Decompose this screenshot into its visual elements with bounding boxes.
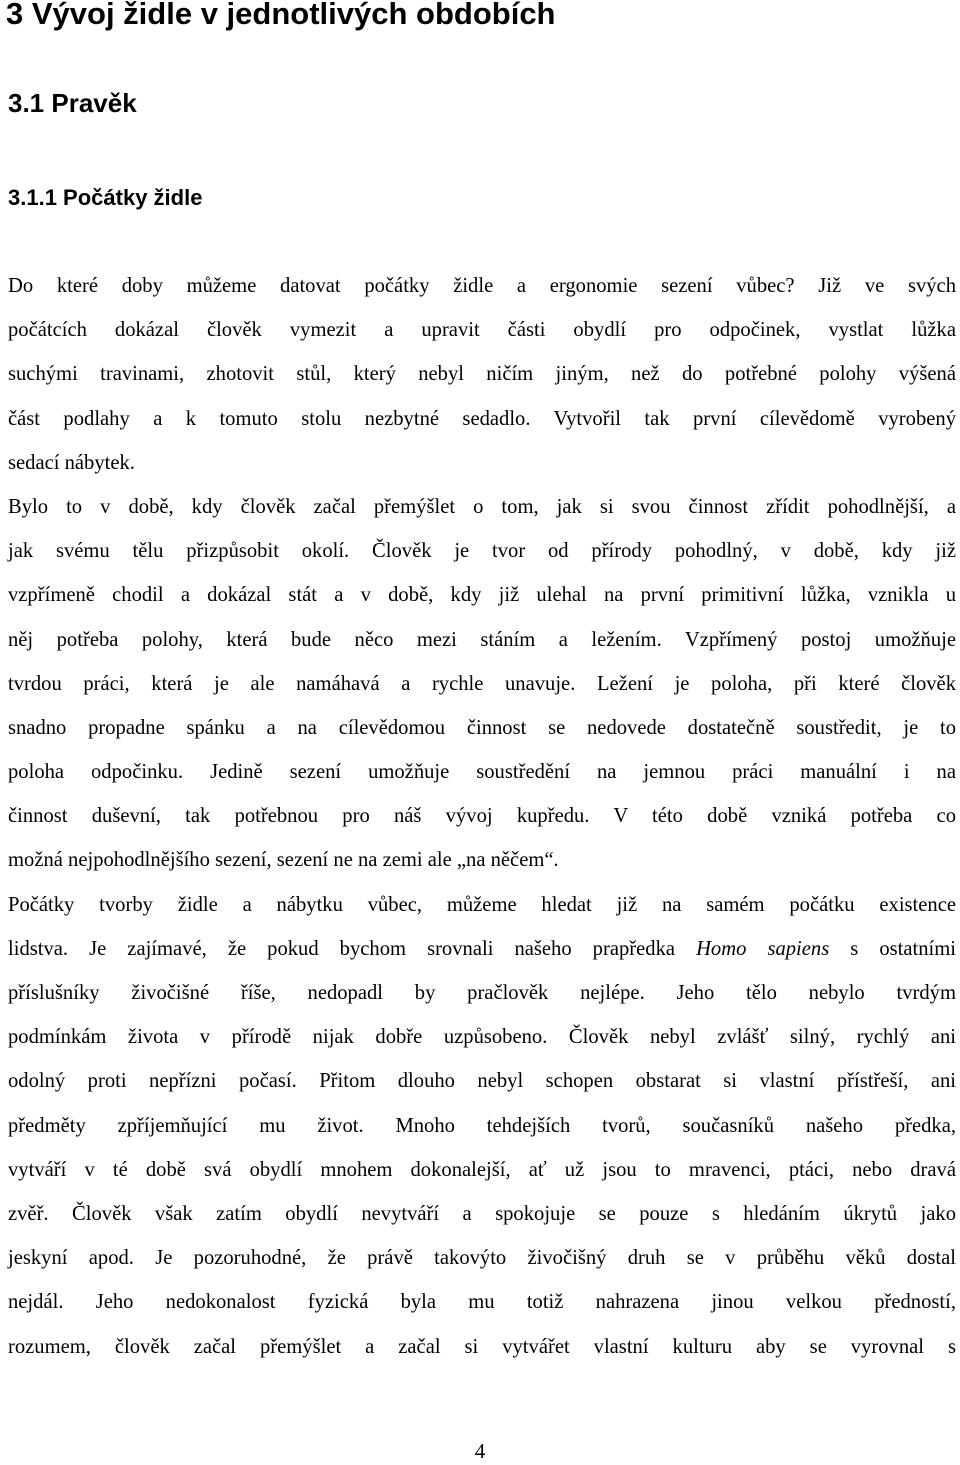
text-line: předměty zpříjemňující mu život. Mnoho tehdejších tvorů, současníků našeho předka,	[8, 1114, 956, 1137]
text-line-with-italic	[8, 932, 956, 976]
text-line: podmínkám života v přírodě nijak dobře uzpůsobeno. Člověk nebyl zvlášť silný, rychlý ani	[8, 1026, 956, 1049]
text-line: sedací nábytek.	[8, 451, 135, 474]
text-line: činnost duševní, tak potřebnou pro náš vývoj kupředu. V této době vzniká potřeba co	[8, 805, 956, 828]
text-line: nejdál. Jeho nedokonalost fyzická byla mu totiž nahrazena jinou velkou předností,	[8, 1291, 956, 1314]
text-line: zvěř. Člověk však zatím obydlí nevytváří a spokojuje se pouze s hledáním úkrytů jako	[8, 1202, 956, 1225]
text-line: odolný proti nepřízni počasí. Přitom dlouho nebyl schopen obstarat si vlastní přístřeší, ani	[8, 1070, 956, 1093]
text-line: něj potřeba polohy, která bude něco mezi stáním a ležením. Vzpřímený postoj umožňuje	[8, 628, 956, 651]
text-line: vzpřímeně chodil a dokázal stát a v době, kdy již ulehal na první primitivní lůžka, vznikla u	[8, 584, 956, 607]
text-line: jeskyní apod. Je pozoruhodné, že právě takovýto živočišný druh se v průběhu věků dostal	[8, 1247, 956, 1270]
text-line: tvrdou práci, která je ale namáhavá a rychle unavuje. Ležení je poloha, při které člověk	[8, 672, 956, 695]
text-line: rozumem, člověk začal přemýšlet a začal si vytvářet vlastní kulturu aby se vyrovnal s	[8, 1335, 956, 1358]
text-segment: s ostatními	[829, 937, 956, 960]
subsection-heading: 3.1.1 Počátky židle	[8, 185, 203, 210]
page-number: 4	[474, 1439, 486, 1463]
text-line: suchými travinami, zhotovit stůl, který nebyl ničím jiným, než do potřebné polohy výšená	[8, 363, 956, 386]
italic-term: Homo sapiens	[696, 937, 830, 960]
text-line: snadno propadne spánku a na cílevědomou činnost se nedovede dostatečně soustředit, je to	[8, 716, 956, 739]
body-text	[8, 269, 956, 1374]
text-line: jak svému tělu přizpůsobit okolí. Člověk je tvor od přírody pohodlný, v době, kdy již	[8, 540, 956, 563]
text-line: příslušníky živočišné říše, nedopadl by pračlověk nejlépe. Jeho tělo nebylo tvrdým	[8, 982, 956, 1004]
text-line: poloha odpočinku. Jedině sezení umožňuje soustředění na jemnou práci manuální i na	[8, 761, 956, 784]
text-segment: lidstva. Je zajímavé, že pokud bychom srovnali našeho prapředka	[8, 937, 697, 960]
text-line: Do které doby můžeme datovat počátky židle a ergonomie sezení vůbec? Již ve svých	[8, 275, 956, 297]
section-heading: 3.1 Pravěk	[8, 88, 137, 118]
text-line: počátcích dokázal člověk vymezit a upravit části obydlí pro odpočinek, vystlat lůžka	[8, 319, 956, 342]
text-line: část podlahy a k tomuto stolu nezbytné sedadlo. Vytvořil tak první cílevědomě vyrobený	[8, 407, 956, 430]
chapter-heading: 3 Vývoj židle v jednotlivých obdobích	[6, 0, 556, 31]
text-line: vytváří v té době svá obydlí mnohem dokonalejší, ať už jsou to mravenci, ptáci, nebo dravá	[8, 1158, 956, 1181]
text-line: Počátky tvorby židle a nábytku vůbec, můžeme hledat již na samém počátku existence	[8, 893, 956, 916]
text-line: Bylo to v době, kdy člověk začal přemýšlet o tom, jak si svou činnost zřídit pohodlnější, a	[8, 495, 956, 518]
text-line: možná nejpohodlnějšího sezení, sezení ne na zemi ale „na něčem“.	[8, 849, 559, 872]
